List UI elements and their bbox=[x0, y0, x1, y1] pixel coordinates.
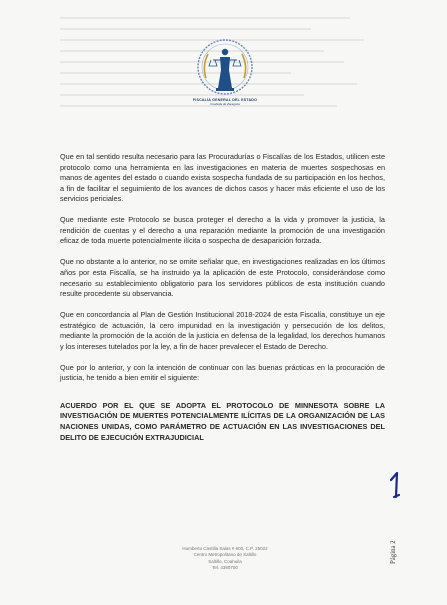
footer-line: Saltillo, Coahuila bbox=[208, 558, 242, 564]
footer-line: Humberto Castilla Salas # 600, C.P. 25022 bbox=[182, 546, 268, 551]
justice-seal-icon bbox=[196, 38, 254, 96]
footer-address bbox=[150, 546, 300, 571]
institution-seal bbox=[188, 38, 262, 136]
paragraph-4: Que en concordancia al Plan de Gestión Institucional 2018-2024 de esta Fiscalía, constituye un eje estratégico de actuación, la cero impunidad en la investigación y persecución de los delitos, mediante la promoción de la acción de la justicia en defensa de la legalidad, los derechos humanos y los intereses tutelados por la ley, a fin de hacer prevalecer el Estado de Derecho. bbox=[60, 310, 385, 351]
seal-name: FISCALÍA GENERAL DEL ESTADO bbox=[192, 98, 258, 102]
seal-subtitle: Coahuila de Zaragoza bbox=[210, 102, 240, 106]
handwritten-signature-icon bbox=[388, 470, 402, 500]
paragraph-3: Que no obstante a lo anterior, no se omite señalar que, en investigaciones realizadas en los últimos años por esta Fiscalía, se ha instruido ya la aplicación de este Protocolo, considerándose como necesario su establecimiento obligatorio para los servidores públicos de esta institución cuando resulte procedente su observancia. bbox=[60, 257, 385, 299]
paragraph-5: Que por lo anterior, y con la intención de continuar con las buenas prácticas en la procuración de justicia, he tenido a bien emitir el siguiente: bbox=[60, 362, 385, 383]
page-number: Página 2 bbox=[390, 540, 397, 564]
paragraph-2: Que mediante este Protocolo se busca proteger el derecho a la vida y promover la justicia, la rendición de cuentas y el derecho a una reparación mediante la promoción de una investigación eficaz de toda muerte potencialmente ilícita o sospecha de desaparición forzada. bbox=[60, 215, 385, 246]
agreement-title: ACUERDO POR EL QUE SE ADOPTA EL PROTOCOLO DE MINNESOTA SOBRE LA INVESTIGACIÓN DE MUERTES POTENCIALMENTE ILÍCITAS DE LA ORGANIZACIÓN DE LAS NACIONES UNIDAS, COMO PARÁMETRO DE ACTUACIÓN EN LAS INVESTIGACIONES DEL DELITO DE EJECUCIÓN EXTRAJUDICIAL bbox=[60, 400, 385, 442]
document-body bbox=[60, 152, 385, 443]
paragraph-1: Que en tal sentido resulta necesario para las Procuradurías o Fiscalías de los Estados, utilicen este protocolo como una herramienta en las investigaciones en materia de muertes sospechosas en manos de agentes del estado o cuando exista sospecha fundada de su participación en los hechos, a fin de facilitar el seguimiento de los avances de dichos casos y hacer más eficiente el uso de los servicios periciales. bbox=[60, 152, 385, 204]
footer-line: Tel. 4380700 bbox=[212, 564, 238, 570]
footer-line: Centro Metropolitano de Saltillo bbox=[193, 552, 257, 558]
